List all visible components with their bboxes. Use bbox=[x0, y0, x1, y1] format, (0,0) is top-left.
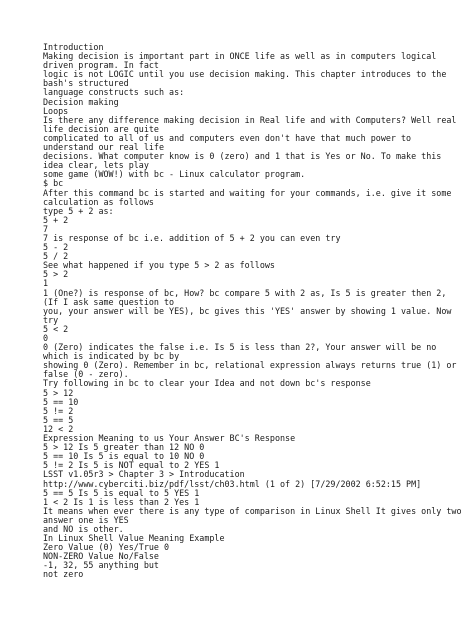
doc-line: Is there any difference making decision in Real life and with Computers? Well real bbox=[43, 114, 457, 125]
doc-line: calculation as follows bbox=[43, 196, 154, 207]
doc-line: 5 != 2 Is 5 is NOT equal to 2 YES 1 bbox=[43, 460, 220, 471]
doc-line: 5 == 10 Is 5 is equal to 10 NO 0 bbox=[43, 451, 205, 462]
doc-line: 5 > 2 bbox=[43, 269, 69, 280]
doc-line: NON-ZERO Value No/False bbox=[43, 551, 159, 562]
doc-line: driven program. In fact bbox=[43, 60, 159, 71]
doc-line: 5 / 2 bbox=[43, 251, 69, 262]
doc-line: Decision making bbox=[43, 96, 119, 107]
doc-line: 5 == 5 Is 5 is equal to 5 YES 1 bbox=[43, 487, 200, 498]
doc-line: try bbox=[43, 314, 59, 325]
doc-line: Expression Meaning to us Your Answer BC's Response bbox=[43, 433, 296, 444]
doc-line: answer one is YES bbox=[43, 514, 129, 525]
doc-line: http://www.cyberciti.biz/pdf/lsst/ch03.html (1 of 2) [7/29/2002 6:52:15 PM] bbox=[43, 478, 422, 489]
doc-line: 1 (One?) is response of bc, How? bc compare 5 with 2 as, Is 5 is greater then 2, bbox=[43, 287, 447, 298]
doc-line: 5 != 2 bbox=[43, 405, 74, 416]
doc-line: 5 > 12 bbox=[43, 387, 74, 398]
doc-line: $ bc bbox=[43, 178, 64, 189]
doc-line: Zero Value (0) Yes/True 0 bbox=[43, 542, 170, 553]
doc-line: 1 bbox=[43, 278, 49, 289]
doc-line: 0 bbox=[43, 333, 49, 343]
doc-line: 5 > 12 Is 5 greater than 12 NO 0 bbox=[43, 442, 205, 453]
doc-line: understand our real life bbox=[43, 142, 165, 153]
doc-line: language constructs such as: bbox=[43, 87, 185, 98]
doc-line: idea clear, lets play bbox=[43, 160, 149, 171]
doc-line: 5 + 2 bbox=[43, 214, 69, 225]
doc-line: -1, 32, 55 anything but bbox=[43, 560, 159, 571]
doc-line: some game (WOW!) with bc - Linux calculator program. bbox=[43, 169, 306, 180]
doc-line: Introduction bbox=[43, 42, 104, 52]
doc-line: After this command bc is started and waiting for your commands, i.e. give it some bbox=[43, 187, 452, 198]
doc-line: 7 bbox=[43, 223, 49, 234]
doc-line: you, your answer will be YES), bc gives this 'YES' answer by showing 1 value. Now bbox=[43, 305, 452, 316]
doc-line: 5 - 2 bbox=[43, 242, 69, 253]
doc-line: It means when ever there is any type of comparison in Linux Shell It gives only two bbox=[43, 505, 462, 516]
document-page bbox=[43, 43, 463, 580]
doc-line: 5 == 5 bbox=[43, 414, 74, 425]
doc-line: Try following in bc to clear your Idea and not down bc's response bbox=[43, 378, 371, 389]
doc-line: In Linux Shell Value Meaning Example bbox=[43, 533, 225, 544]
doc-line: not zero bbox=[43, 569, 84, 580]
doc-line: 0 (Zero) indicates the false i.e. Is 5 is less than 2?, Your answer will be no bbox=[43, 342, 437, 353]
doc-line: complicated to all of us and computers even don't have that much power to bbox=[43, 132, 412, 143]
doc-line: LSST v1.05r3 > Chapter 3 > Introducation bbox=[43, 469, 245, 480]
doc-line: which is indicated by bc by bbox=[43, 351, 180, 362]
doc-line: 1 < 2 Is 1 is less than 2 Yes 1 bbox=[43, 496, 200, 507]
doc-line: decisions. What computer know is 0 (zero) and 1 that is Yes or No. To make this bbox=[43, 151, 442, 162]
doc-line: 5 < 2 bbox=[43, 323, 69, 334]
doc-line: 12 < 2 bbox=[43, 423, 74, 434]
doc-line: 7 is response of bc i.e. addition of 5 + 2 you can even try bbox=[43, 232, 341, 243]
doc-line: Making decision is important part in ONCE life as well as in computers logical bbox=[43, 51, 437, 62]
doc-line: 5 == 10 bbox=[43, 396, 79, 407]
doc-line: logic is not LOGIC until you use decision making. This chapter introduces to the bbox=[43, 69, 447, 80]
doc-line: bash's structured bbox=[43, 78, 129, 89]
doc-line: See what happened if you type 5 > 2 as follows bbox=[43, 260, 275, 271]
doc-line: life decision are quite bbox=[43, 123, 159, 134]
doc-line: Loops bbox=[43, 105, 69, 116]
doc-line: type 5 + 2 as: bbox=[43, 205, 114, 216]
doc-line: showing 0 (Zero). Remember in bc, relational expression always returns true (1) or bbox=[43, 360, 457, 371]
doc-line: and NO is other. bbox=[43, 523, 124, 534]
doc-line: false (0 - zero). bbox=[43, 369, 129, 380]
doc-line: (If I ask same question to bbox=[43, 296, 175, 307]
